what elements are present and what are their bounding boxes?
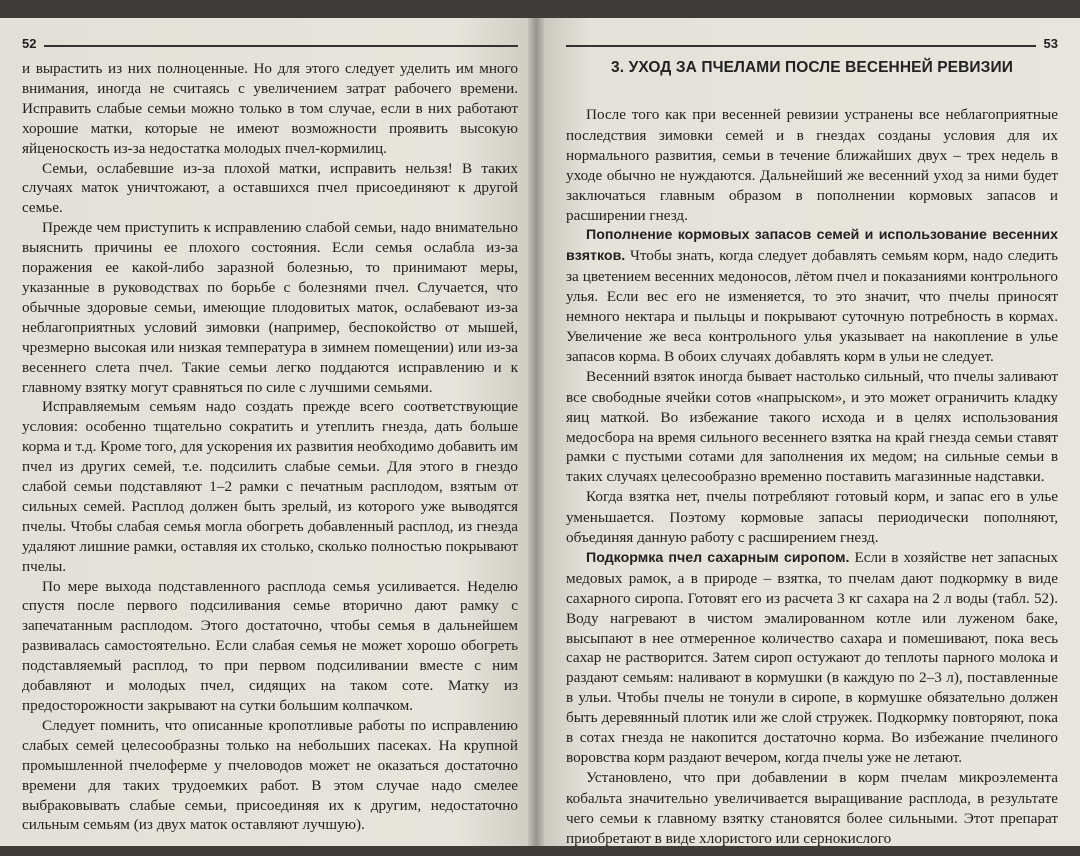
left-page-number: 52 — [22, 36, 37, 51]
right-page — [536, 18, 1080, 846]
paragraph: Семьи, ослабевшие из-за плохой матки, исправить нельзя! В таких случаях маток уничтожают, а оставшихся пчел присоединяют к другой семье. — [22, 159, 518, 217]
paragraph — [566, 768, 1058, 846]
header-rule — [566, 45, 1036, 47]
right-page-number: 53 — [1043, 36, 1058, 51]
paragraph: Прежде чем приступить к исправлению слабой семьи, надо внимательно выяснить причины ее плохого состояния. Если семья ослабла из-за поражения ее какой-либо заразной болезнью, то принимают меры, указанные в руководствах по борьбе с болезнями пчел. Случается, что обычные здоровые семьи, имеющие плодовитых маток, ослабевают из-за неблагоприятных условий зимовки (например, беспокойство от мышей, чрезмерно высокая или низкая температура в зимнем помещении) или из-за весеннего слета пчел. Такие семьи легко поддаются исправлению и к главному взятку могут сравняться по силе с лучшими семьями. — [22, 219, 518, 396]
paragraph — [566, 225, 1058, 366]
paragraph: Следует помнить, что описанные кропотливые работы по исправлению слабых семей целесообразны только на небольших пасеках. На крупной промышленной пчелоферме у пчеловодов может не оказаться достаточно времени для таких трудоемких работ. В этом случае надо смелее выбраковывать слабые семьи, присоединяя их к другим, недостаточно сильным семьям (из двух маток оставляют лучшую). — [22, 716, 518, 834]
paragraph — [566, 105, 1058, 225]
header-rule — [44, 45, 518, 47]
left-page — [0, 18, 536, 846]
paragraph — [566, 548, 1058, 768]
paragraph-text: Чтобы знать, когда следует добавлять семьям корм, надо следить за цветением весенних медоносов, лётом пчел и показаниями контрольного улья. Если вес его не изменяется, то это значит, что пчелы приносят немного нектара и пыльцы и покрывают суточную потребность в кормах. Увеличение же веса контрольного улья указывает на накопление в улье запасов корма. В обоих случаях добавлять корм в ульи не следует. — [566, 247, 1058, 365]
chapter-title: 3. УХОД ЗА ПЧЕЛАМИ ПОСЛЕ ВЕСЕННЕЙ РЕВИЗИИ — [611, 59, 1013, 76]
paragraph: По мере выхода подставленного расплода семья усиливается. Неделю спустя после первого подсиливания семье вторично дают рамку с запечатанным расплодом. Этого достаточно, чтобы семья в дальнейшем развивалась самостоятельно. Если слабая семья не может хорошо обогреть подставляемый расплод, то при первом подсиливании вместе с ним добавляют и молодых пчел, сидящих на таком соте. Матку из предосторожности закрывают на сутки большим колпачком. — [22, 577, 518, 714]
paragraph-text: Установлено, что при добавлении в корм пчелам микроэлемента кобальта значительно увеличивается выращивание расплода, в результате чего семьи к главному взятку становятся более сильными. Этот препарат приобретают в виде хлористого или сернокислого — [566, 768, 1058, 846]
paragraph-text: Если в хозяйстве нет запасных медовых рамок, а в природе – взятка, то пчелам дают подкормку в виде сахарного сиропа. Готовят его из расчета 3 кг сахара на 2 л воды (табл. 52). Воду нагревают в чистом эмалированном котле или луженом баке, высыпают в нее отмеренное количество сахара и помешивают, пока весь сахар не растворится. Затем сироп остужают до теплоты парного молока и раздают семьям: наливают в кормушки (в каждую по 2–3 л), поставленные в ульи. Чтобы пчелы не тонули в сиропе, в кормушке обязательно должен быть деревянный плотик или же слой стружек. Подкормку повторяют, пока в сотах гнезда не накопится достаточно корма. Во избежание пчелиного воровства корм раздают вечером, когда пчелы уже не летают. — [566, 548, 1058, 766]
paragraph-lead: Подкормка пчел сахарным сиропом. — [586, 549, 850, 566]
paragraph — [566, 487, 1058, 548]
paragraph-lead: Пополнение кормовых запасов семей и использование весенних взятков. — [566, 227, 1058, 265]
paragraph: Исправляемым семьям надо создать прежде всего соответствующие условия: особенно тщательно сократить и утеплить гнезда, дать больше корма и т.д. Кроме того, для ускорения их развития необходимо добавить им пчел из других семей, т.е. подсилить слабые семьи. Для этого в гнездо слабой семьи подставляют 1–2 рамки с печатным расплодом, взятым от сильных семей. Расплод должен быть зрелый, из которого уже выводятся пчелы. Чтобы слабая семья могла обогреть добавленный расплод, из гнезда удаляют лишние рамки, оставляя их столько, сколько полностью покрывают пчелы. — [22, 398, 518, 575]
paragraph: и вырастить из них полноценные. Но для этого следует уделить им много внимания, иногда не считаясь с увеличением затрат рабочего времени. Исправить слабые семьи можно только в том случае, если в них работают хорошие матки, которые не имеют возможности проявить высокую яйценоскость из-за недостатка молодых пчел-кормилиц. — [22, 60, 518, 157]
left-running-header — [22, 36, 518, 51]
right-running-header — [566, 36, 1058, 51]
paragraph-text: Весенний взяток иногда бывает настолько сильный, что пчелы заливают все свободные ячейки сотов «напрыском», и это может ограничить кладку яиц маткой. Во избежание такого исхода и в целях использования медосбора на время сильного весеннего взятка на край гнезда семьи ставят рамки с пустыми сотами для заполнения их медом; на сильные семьи в таких случаях целесообразно временно поставить магазинные надставки. — [566, 367, 1058, 486]
paragraph — [566, 367, 1058, 487]
paragraph-text: Когда взятка нет, пчелы потребляют готовый корм, и запас его в улье уменьшается. Поэтому кормовые запасы периодически пополняют, объединяя данную работу с расширением гнезд. — [566, 488, 1058, 547]
paragraph-text: После того как при весенней ревизии устранены все неблагоприятные последствия зимовки семей и в гнездах созданы условия для их нормального развития, семьи в течение ближайших двух – трех недель в уходе обычно не нуждаются. Дальнейший же весенний уход за ними будет заключаться главным образом в пополнении кормовых запасов и расширении гнезд. — [566, 106, 1058, 224]
book-gutter — [528, 18, 544, 846]
